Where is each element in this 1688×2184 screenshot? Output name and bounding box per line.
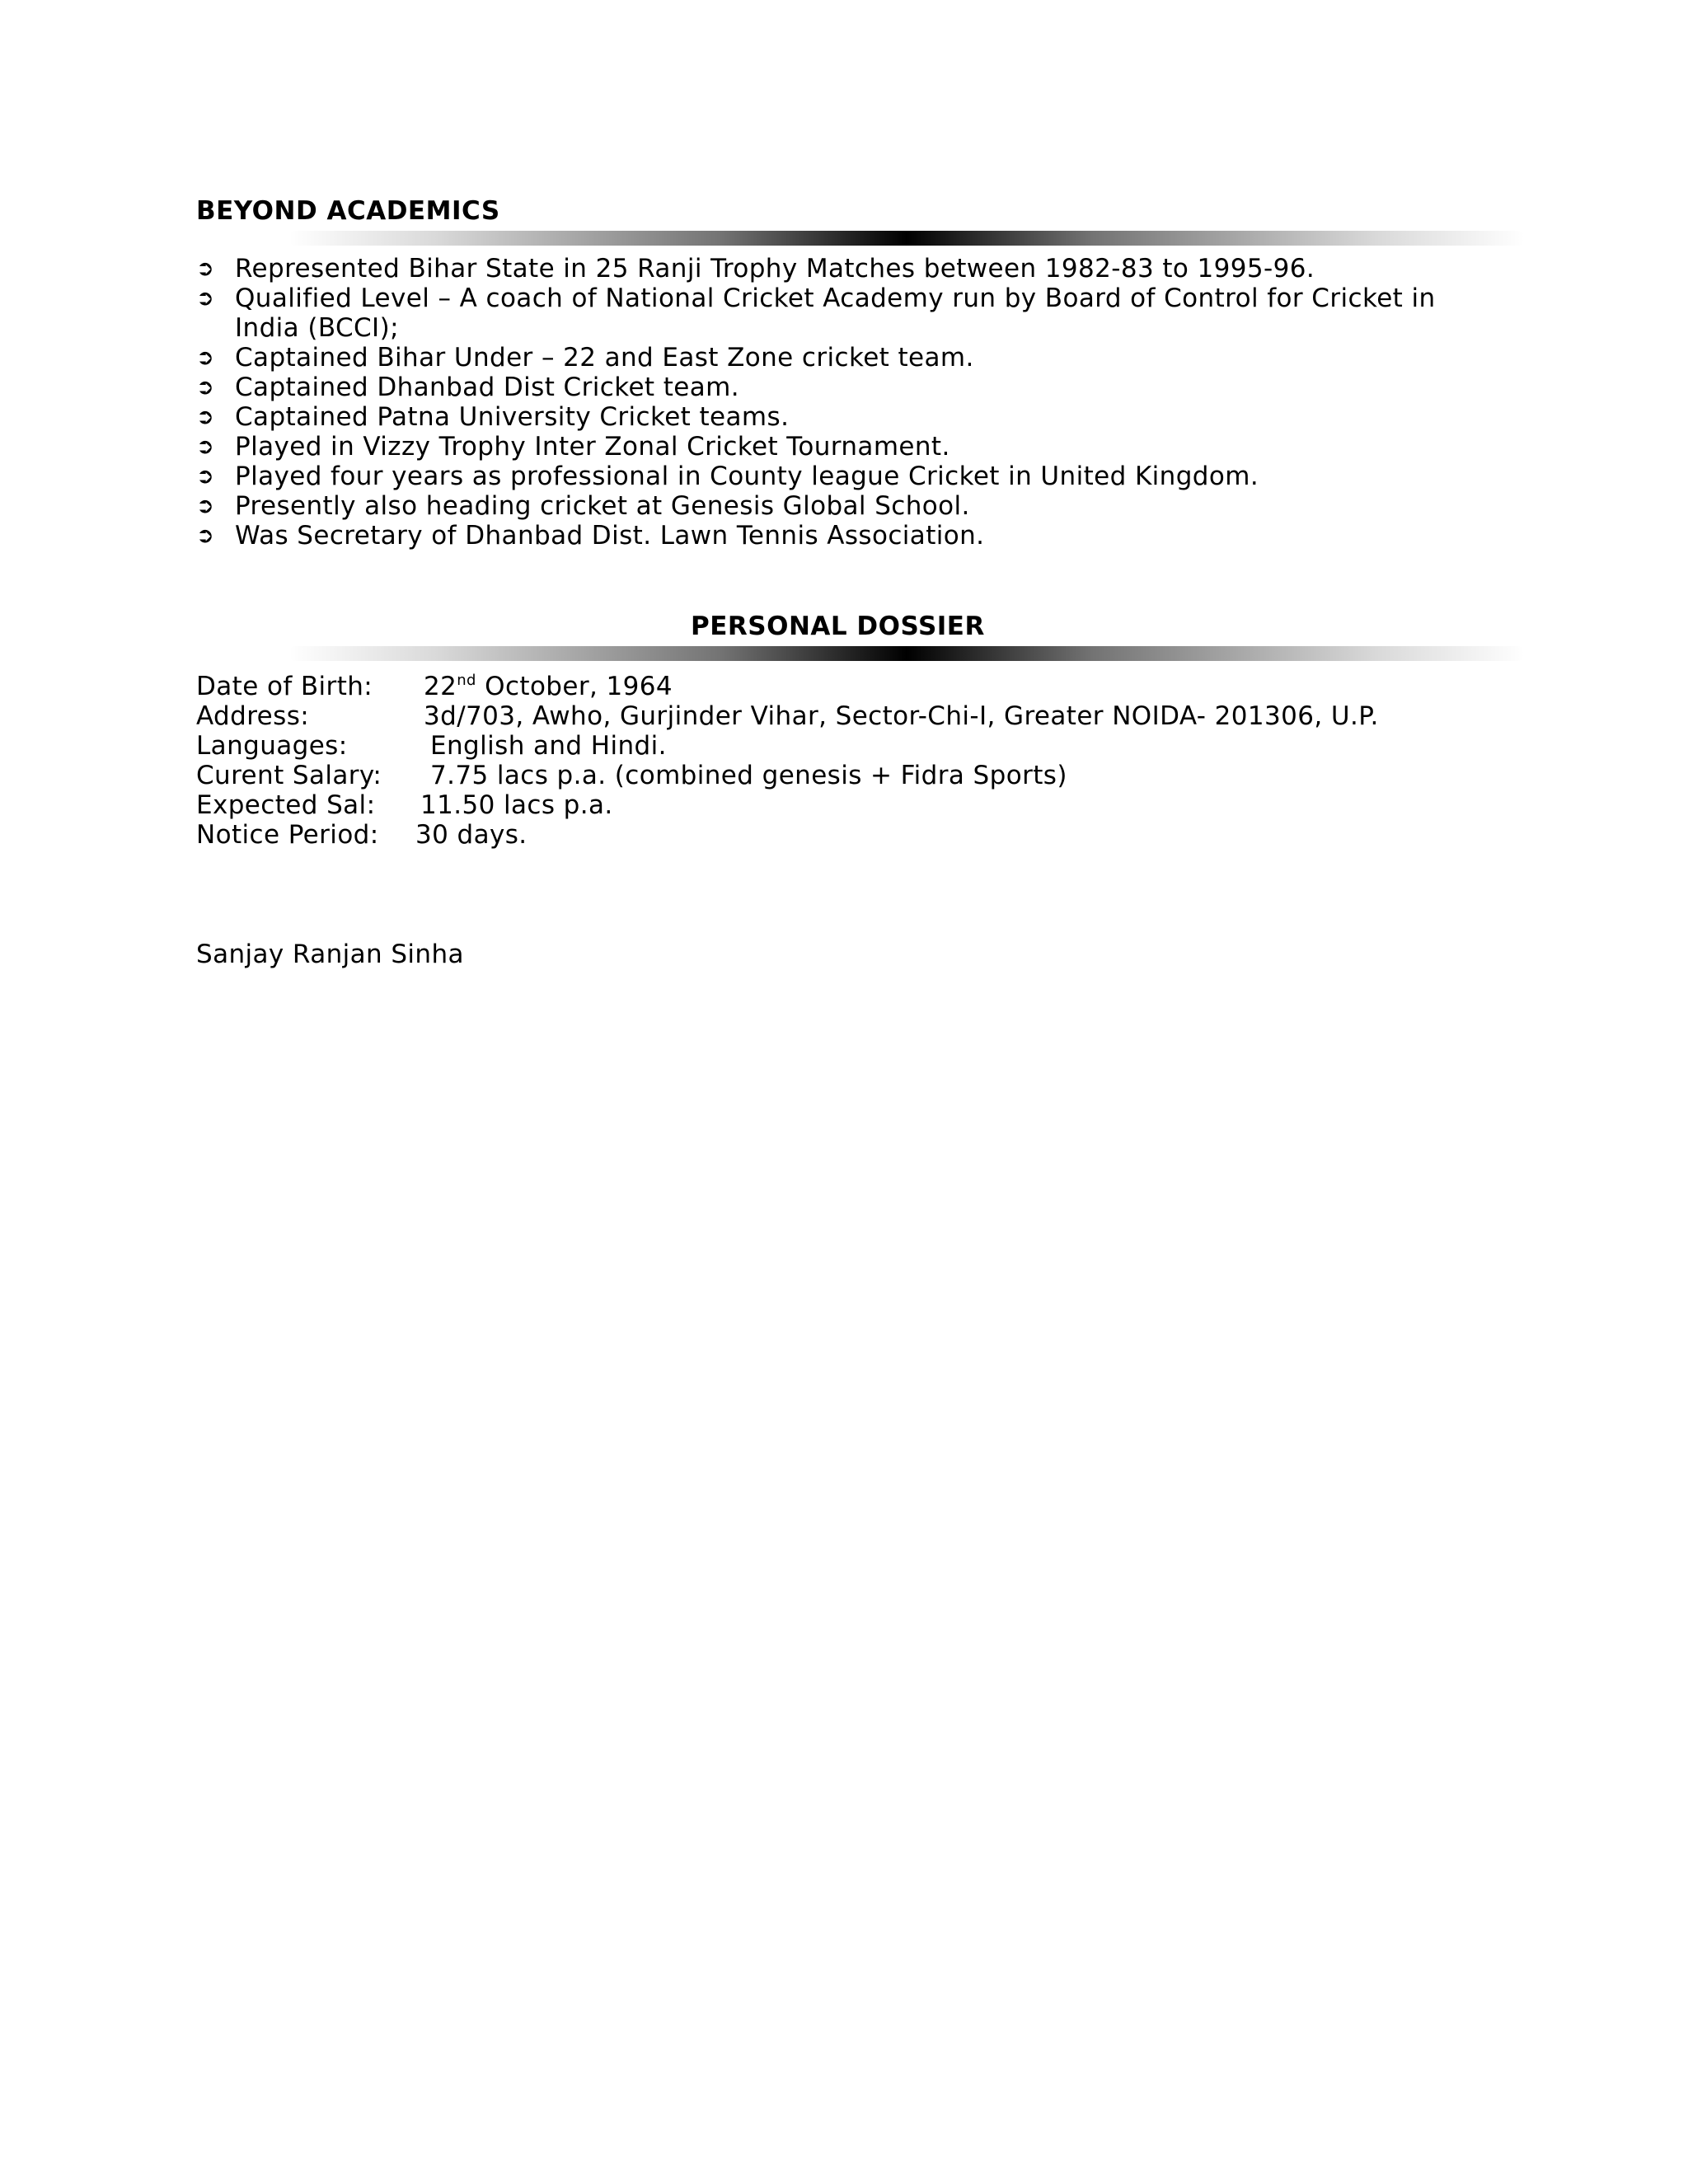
arrow-right-circle-icon: ➲ xyxy=(196,434,215,459)
notice-period-label: Notice Period: xyxy=(196,820,379,850)
arrow-right-circle-icon: ➲ xyxy=(196,494,215,518)
signature-name: Sanjay Ranjan Sinha xyxy=(196,940,464,969)
list-item: ➲ Captained Patna University Cricket teams. xyxy=(196,402,790,432)
list-item: ➲ Played four years as professional in County league Cricket in United Kingdom. xyxy=(196,462,1259,491)
languages-value: English and Hindi. xyxy=(430,731,667,761)
arrow-right-circle-icon: ➲ xyxy=(196,523,215,548)
dob-label: Date of Birth: xyxy=(196,672,373,701)
notice-period-value: 30 days. xyxy=(415,820,528,850)
arrow-right-circle-icon: ➲ xyxy=(196,375,215,400)
address-label: Address: xyxy=(196,701,310,731)
list-item: ➲ Captained Bihar Under – 22 and East Zone cricket team. xyxy=(196,343,974,373)
gradient-divider xyxy=(288,646,1525,661)
arrow-right-circle-icon: ➲ xyxy=(196,345,215,370)
section-title-beyond-academics: BEYOND ACADEMICS xyxy=(196,196,500,226)
expected-salary-value: 11.50 lacs p.a. xyxy=(420,790,613,820)
list-item: ➲ Presently also heading cricket at Genesis Global School. xyxy=(196,491,970,521)
section-title-personal-dossier: PERSONAL DOSSIER xyxy=(691,612,985,641)
arrow-right-circle-icon: ➲ xyxy=(196,286,215,311)
list-item: ➲ Captained Dhanbad Dist Cricket team. xyxy=(196,373,739,402)
list-item: ➲ Was Secretary of Dhanbad Dist. Lawn Tennis Association. xyxy=(196,521,985,551)
arrow-right-circle-icon: ➲ xyxy=(196,256,215,281)
dob-value: 22nd October, 1964 xyxy=(424,672,673,701)
gradient-divider xyxy=(288,231,1525,246)
beyond-academics-list xyxy=(196,254,1482,551)
expected-salary-label: Expected Sal: xyxy=(196,790,376,820)
list-item: ➲ Represented Bihar State in 25 Ranji Trophy Matches between 1982-83 to 1995-96. xyxy=(196,254,1315,284)
arrow-right-circle-icon: ➲ xyxy=(196,464,215,489)
arrow-right-circle-icon: ➲ xyxy=(196,405,215,429)
current-salary-value: 7.75 lacs p.a. (combined genesis + Fidra Sports) xyxy=(430,761,1067,790)
address-value: 3d/703, Awho, Gurjinder Vihar, Sector-Chi-I, Greater NOIDA- 201306, U.P. xyxy=(424,701,1379,731)
languages-label: Languages: xyxy=(196,731,348,761)
list-item: ➲ Played in Vizzy Trophy Inter Zonal Cricket Tournament. xyxy=(196,432,950,462)
current-salary-label: Curent Salary: xyxy=(196,761,382,790)
list-item: ➲ Qualified Level – A coach of National Cricket Academy run by Board of Control for Cricket in India (BCCI); xyxy=(196,284,1436,343)
